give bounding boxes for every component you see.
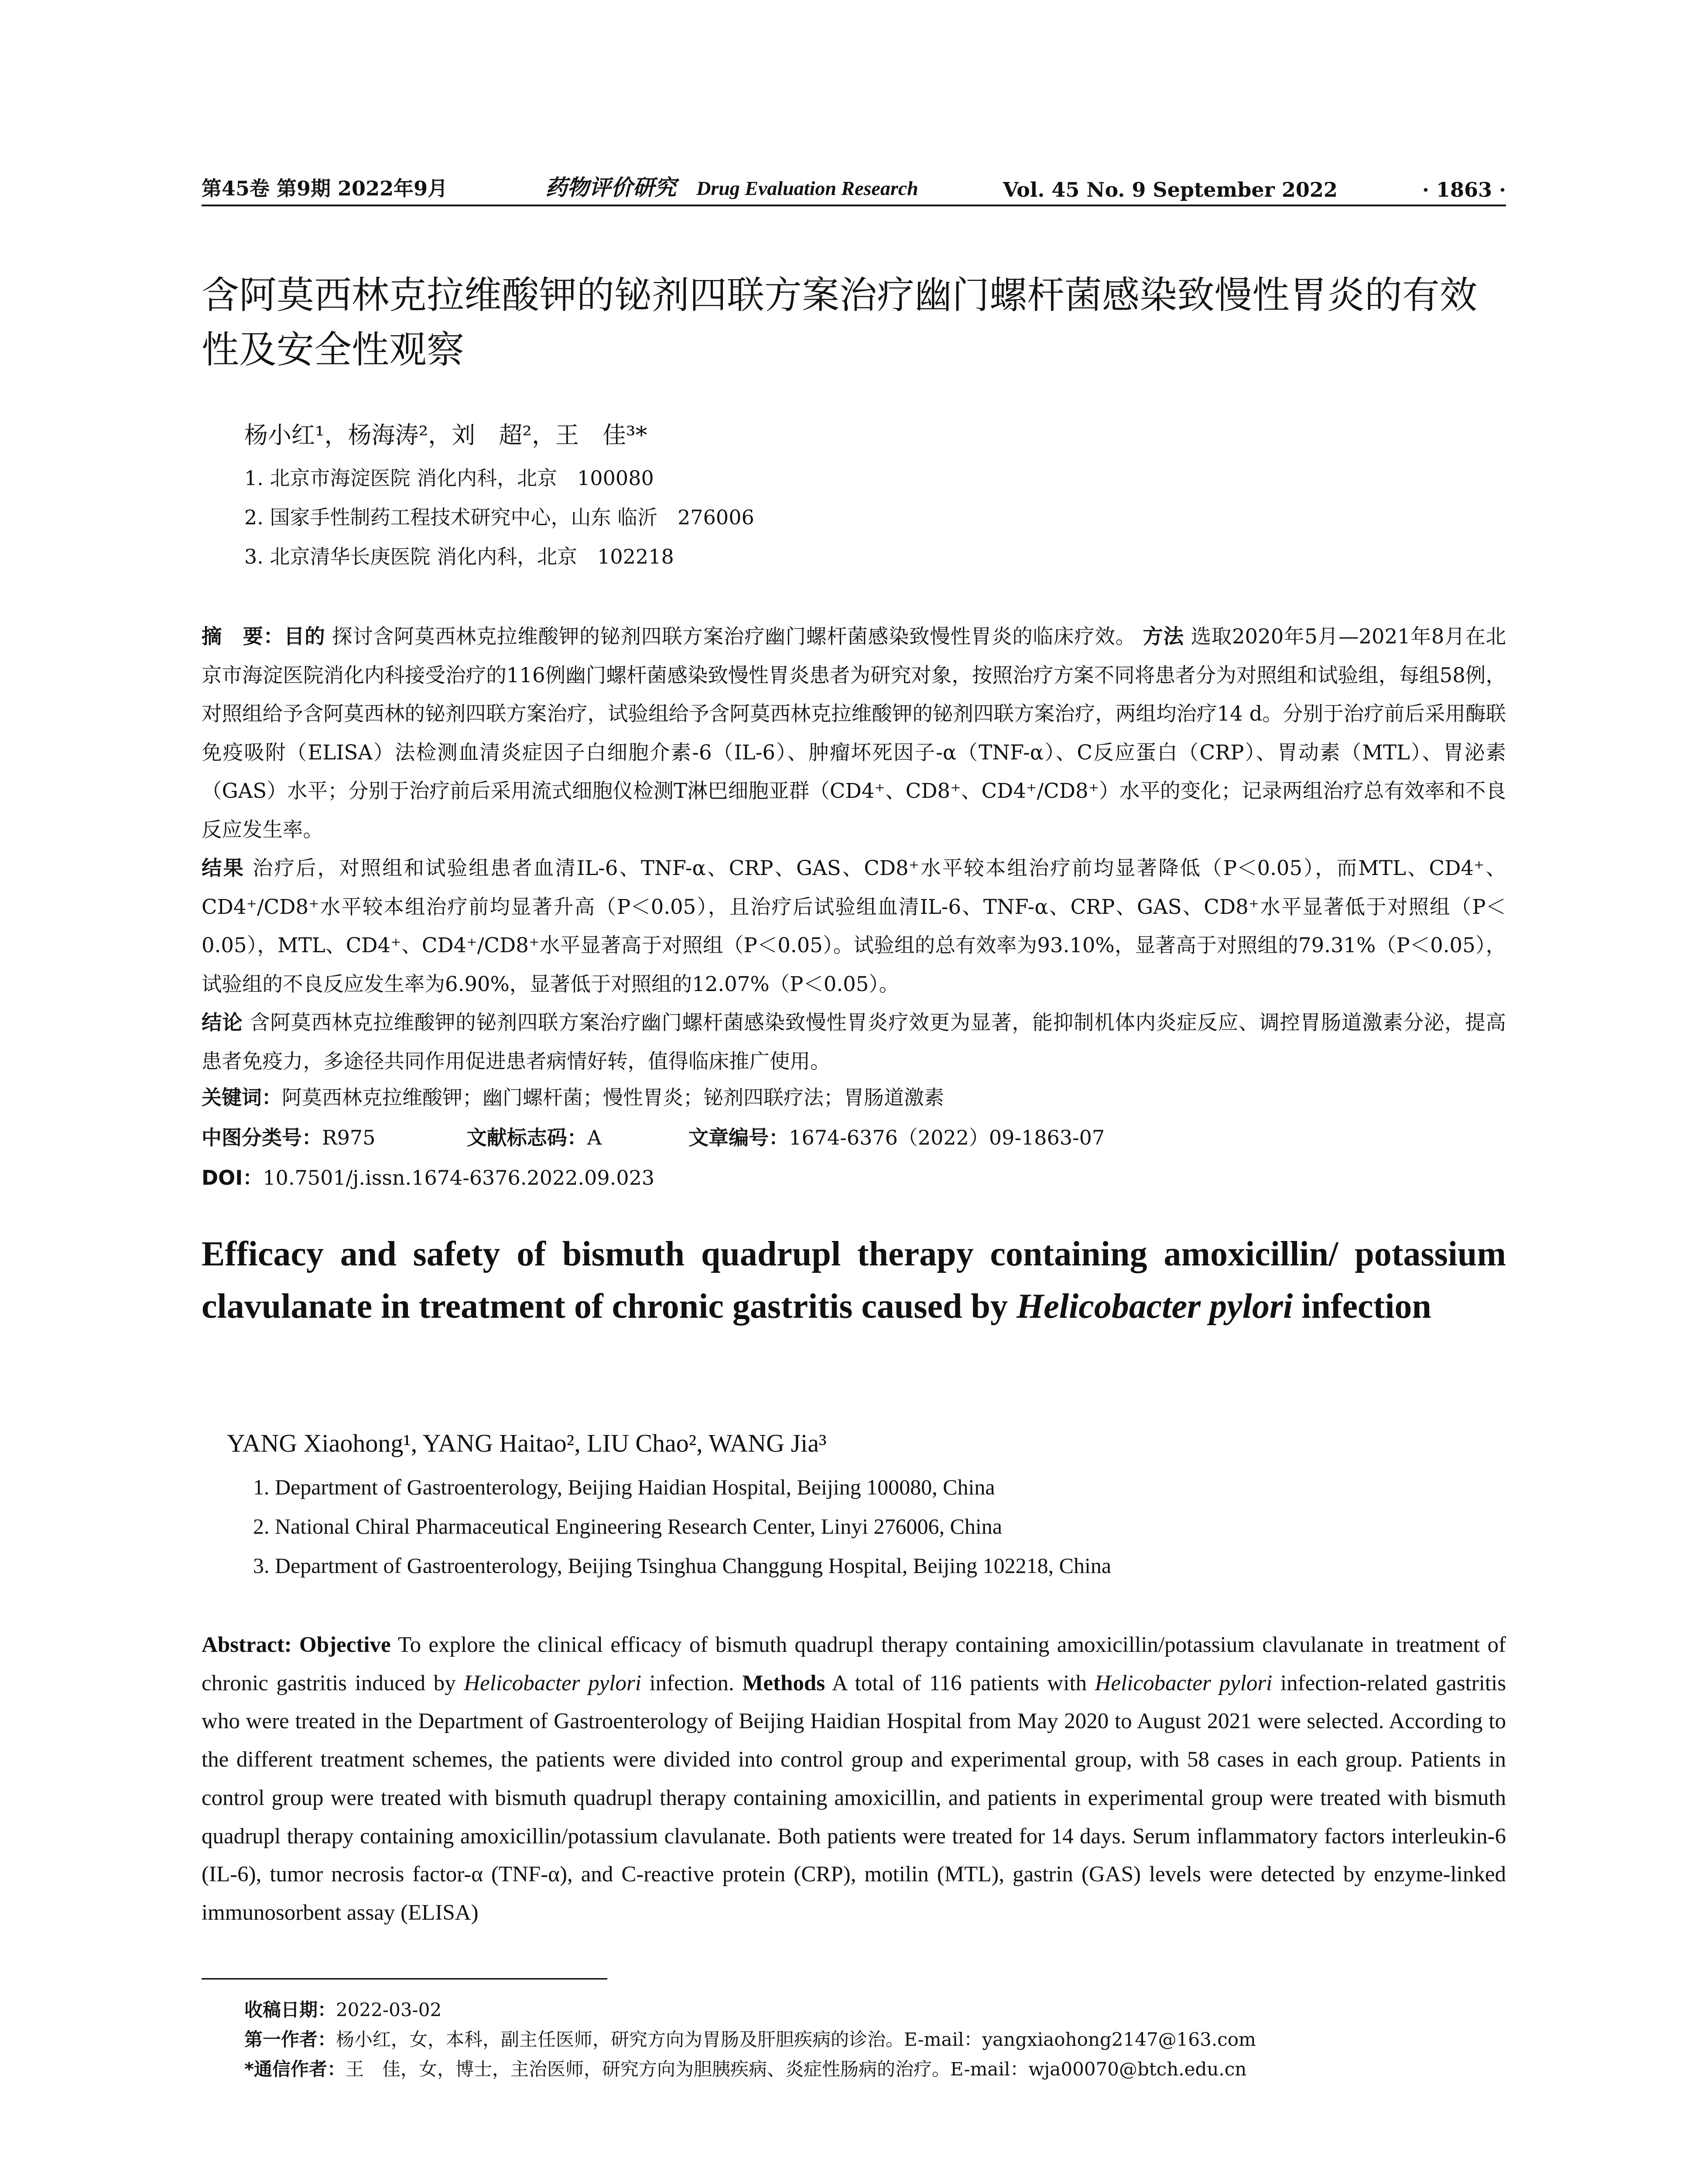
abstract-en — [202, 1626, 1506, 1932]
doc-code-value: A — [587, 1126, 602, 1149]
authors-en: YANG Xiaohong¹, YANG Haitao², LIU Chao², WANG Jia³ — [227, 1429, 827, 1457]
affiliation-en-1: 1. Department of Gastroenterology, Beijing Haidian Hospital, Beijing 100080, China — [253, 1475, 995, 1499]
corresponding-label: *通信作者： — [244, 2058, 346, 2080]
title-cn: 含阿莫西林克拉维酸钾的铋剂四联方案治疗幽门螺杆菌感染致慢性胃炎的有效性及安全性观察 — [202, 273, 1477, 372]
objective-end-en: infection. — [649, 1671, 734, 1696]
authors-cn: 杨小红¹，杨海涛²，刘 超²，王 佳³* — [244, 421, 647, 449]
running-header — [202, 171, 1506, 202]
clc-label: 中图分类号： — [202, 1126, 322, 1149]
received-date: 2022-03-02 — [336, 1999, 442, 2020]
article-no-value: 1674-6376（2022）09-1863-07 — [789, 1126, 1105, 1149]
header-volume-en: Vol. 45 No. 9 September 2022 — [1003, 178, 1338, 202]
doi-line — [202, 1162, 654, 1191]
methods-label-en: Methods — [742, 1671, 825, 1696]
footnote-received — [244, 1996, 442, 2022]
conclusion-cn: 含阿莫西林克拉维酸钾的铋剂四联方案治疗幽门螺杆菌感染致慢性胃炎疗效更为显著，能抑制机体内炎症反应、调控胃肠道激素分泌，提高患者免疫力，多途径共同作用促进患者病情好转，值得临床推广使用。 — [202, 1011, 1506, 1073]
first-author-label: 第一作者： — [244, 2029, 336, 2050]
affiliation-cn-1: 1. 北京市海淀医院 消化内科，北京 100080 — [244, 466, 654, 490]
organism-name-en: Helicobacter pylori — [464, 1671, 641, 1696]
first-author-info: 杨小红，女，本科，副主任医师，研究方向为胃肠及肝胆疾病的诊治。E-mail：yangxiaohong2147@163.com — [336, 2029, 1256, 2050]
methods-cn: 选取2020年5月—2021年8月在北京市海淀医院消化内科接受治疗的116例幽门螺杆菌感染致慢性胃炎患者为研究对象，按照治疗方案不同将患者分为对照组和试验组，每组58例，对照组给予含阿莫西林的铋剂四联方案治疗，试验组给予含阿莫西林克拉维酸钾的铋剂四联方案治疗，两组均治疗14 d。分别于治疗前后采用酶联免疫吸附（ELISA）法检测血清炎症因子白细胞介素-6（IL-6）、肿瘤坏死因子-α（TNF-α）、C反应蛋白（CRP）、胃动素（MTL）、胃泌素（GAS）水平；分别于治疗前后采用流式细胞仪检测T淋巴细胞亚群（CD4⁺、CD8⁺、CD4⁺/CD8⁺）水平的变化；记录两组治疗总有效率和不良反应发生率。 — [202, 625, 1506, 841]
abstract-cn — [202, 617, 1506, 1080]
title-en — [202, 1228, 1506, 1333]
results-cn: 治疗后，对照组和试验组患者血清IL-6、TNF-α、CRP、GAS、CD8⁺水平较本组治疗前均显著降低（P＜0.05），而MTL、CD4⁺、CD4⁺/CD8⁺水平较本组治疗前均显著升高（P＜0.05），且治疗后试验组血清IL-6、TNF-α、CRP、GAS、CD8⁺水平显著低于对照组（P＜0.05），MTL、CD4⁺、CD4⁺/CD8⁺水平显著高于对照组（P＜0.05）。试验组的总有效率为93.10%，显著高于对照组的79.31%（P＜0.05），试验组的不良反应发生率为6.90%，显著低于对照组的12.07%（P＜0.05）。 — [202, 856, 1506, 996]
doc-code-label: 文献标志码： — [466, 1126, 587, 1149]
received-label: 收稿日期： — [244, 1999, 336, 2020]
classification-line — [202, 1122, 1506, 1151]
corresponding-info: 王 佳，女，博士，主治医师，研究方向为胆胰疾病、炎症性肠病的治疗。E-mail：wja00070@btch.edu.cn — [345, 2058, 1247, 2080]
footnote-corresponding — [244, 2055, 1246, 2081]
methods-label-cn: 方法 — [1143, 625, 1184, 648]
header-rule — [202, 205, 1506, 206]
affiliation-en-2: 2. National Chiral Pharmaceutical Engineering Research Center, Linyi 276006, China — [253, 1514, 1002, 1538]
objective-en: To explore the clinical efficacy of bismuth quadrupl therapy containing amoxicillin/potassium clavulanate in treatment of chronic gastritis induced by — [202, 1633, 1506, 1696]
affiliation-en-3: 3. Department of Gastroenterology, Beijing Tsinghua Changgung Hospital, Beijing 102218, China — [253, 1553, 1112, 1578]
keywords: 阿莫西林克拉维酸钾；幽门螺杆菌；慢性胃炎；铋剂四联疗法；胃肠道激素 — [282, 1086, 944, 1109]
title-en-end: infection — [1293, 1287, 1431, 1326]
journal-logo: 药物评价研究 — [545, 174, 677, 200]
header-journal — [532, 170, 918, 202]
doi-value: 10.7501/j.issn.1674-6376.2022.09.023 — [263, 1166, 655, 1190]
results-label-cn: 结果 — [202, 856, 245, 880]
header-volume-cn: 第45卷 第9期 2022年9月 — [202, 177, 448, 200]
keywords-line — [202, 1082, 944, 1111]
methods-en-1: A total of 116 patients with — [832, 1671, 1087, 1696]
page-number: · 1863 · — [1422, 178, 1506, 202]
objective-cn: 探讨含阿莫西林克拉维酸钾的铋剂四联方案治疗幽门螺杆菌感染致慢性胃炎的临床疗效。 — [332, 625, 1136, 648]
title-en-organism: Helicobacter pylori — [1017, 1287, 1293, 1326]
clc-value: R975 — [322, 1126, 376, 1149]
abstract-en-label: Abstract: Objective — [202, 1633, 391, 1657]
footnote-first-author — [244, 2025, 1256, 2051]
affiliation-cn-2: 2. 国家手性制药工程技术研究中心，山东 临沂 276006 — [244, 506, 754, 529]
abstract-cn-label: 摘 要： — [202, 625, 284, 648]
conclusion-label-cn: 结论 — [202, 1011, 243, 1034]
objective-label-cn: 目的 — [284, 625, 325, 648]
affiliation-cn-3: 3. 北京清华长庚医院 消化内科，北京 102218 — [244, 545, 674, 568]
title-en-text: Efficacy and safety of bismuth quadrupl therapy containing amoxicillin/ potassium clavulanate in treatment of chronic gastritis caused by — [202, 1235, 1506, 1326]
methods-en-2: infection-related gastritis who were treated in the Department of Gastroenterology of Beijing Haidian Hospital from May 2020 to August 2021 were selected. According to the different treatment schemes, the patients were divided into control group and experimental group, with 58 cases in each group. Patients in control group were treated with bismuth quadrupl therapy containing amoxicillin, and patients in experimental group were treated with bismuth quadrupl therapy containing amoxicillin/potassium clavulanate. Both patients were treated for 14 days. Serum inflammatory factors interleukin-6 (IL-6), tumor necrosis factor-α (TNF-α), and C-reactive protein (CRP), motilin (MTL), gastrin (GAS) levels were detected by enzyme-linked immunosorbent assay (ELISA) — [202, 1671, 1506, 1925]
footnote-rule — [202, 1978, 607, 1979]
journal-name-en: Drug Evaluation Research — [696, 177, 918, 199]
doi-label: DOI： — [202, 1166, 263, 1190]
organism-name-en-2: Helicobacter pylori — [1095, 1671, 1273, 1696]
article-no-label: 文章编号： — [688, 1126, 789, 1149]
keywords-label: 关键词： — [202, 1086, 282, 1109]
